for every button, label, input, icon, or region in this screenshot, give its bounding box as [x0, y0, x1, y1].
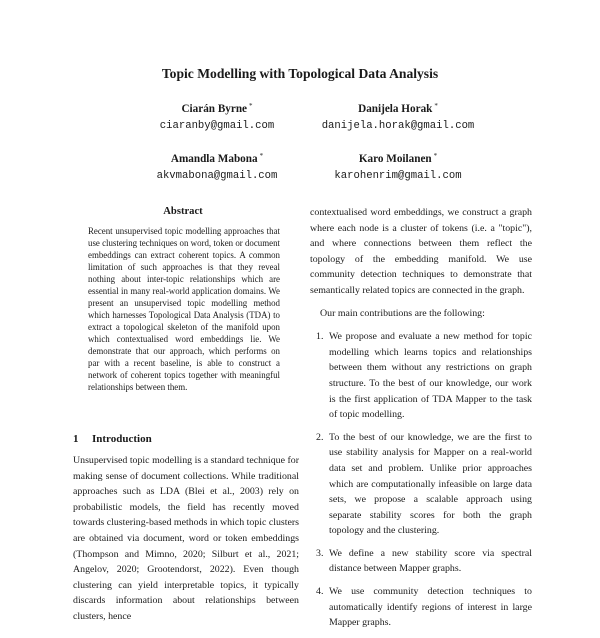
abstract-heading: Abstract	[163, 206, 203, 217]
list-item-text: We propose and evaluate a new method for topic modelling which learns topics and relationships between them without any restrictions on graph structure. To the best of our knowledge, our work is the first application of TDA Mapper to the task of topic modelling.	[329, 331, 532, 421]
author-block	[298, 149, 498, 183]
author-email[interactable]: akvmabona@gmail.com	[156, 170, 278, 182]
abstract-text: Recent unsupervised topic modelling approaches that use clustering techniques on word, token or document embeddings can extract coherent topics. A common limitation of such approaches is that they reveal nothing about inter-topic relationships which are essential in many real-world application domains. We present an unsupervised topic modelling method which harnesses Topological Data Analysis (TDA) to extract a topological skeleton of the manifold upon which contextualised word embeddings lie. We demonstrate that our approach, which performs on par with a recent baseline, is able to construct a network of coherent topics together with meaningful relationships between them.	[88, 226, 280, 392]
author-email[interactable]: danijela.horak@gmail.com	[321, 120, 475, 132]
introduction-text: Unsupervised topic modelling is a standard technique for making sense of document collections. While traditional approaches such as LDA (Blei et al., 2003) rely on probabilistic models, the field has recently moved towards clustering-based methods in which topic clusters are obtained via document, word or token embeddings (Thompson and Mimno, 2020; Silburt et al., 2021; Angelov, 2020; Grootendorst, 2022). Even though clustering can yield interpretable topics, it typically discards information about relationships between clusters, hence	[73, 455, 299, 622]
list-item	[310, 584, 532, 631]
affiliation-mark: *	[249, 102, 253, 110]
section-number: 1	[73, 433, 79, 445]
list-marker: 4.	[316, 586, 324, 598]
section-title: Introduction	[92, 433, 152, 445]
list-marker: 1.	[316, 331, 324, 343]
contributions-list	[310, 329, 532, 631]
list-item-text: To the best of our knowledge, we are the first to use stability analysis for Mapper on a real-world data set and problem. Unlike prior approaches which are computationally infeasible on large data sets, we propose a scalable approach using separate stability scores for both the graph topology and the clustering.	[329, 431, 532, 537]
author-name: Karo Moilanen *	[358, 152, 438, 165]
contributions-lead: Our main contributions are the following:	[320, 307, 485, 319]
author-name: Amandla Mabona *	[170, 152, 264, 165]
list-marker: 2.	[316, 431, 324, 443]
paper-title: Topic Modelling with Topological Data Analysis	[161, 66, 439, 81]
list-item	[310, 329, 532, 423]
affiliation-mark: *	[259, 152, 264, 160]
affiliation-mark: *	[434, 102, 438, 110]
author-email[interactable]: ciaranby@gmail.com	[159, 120, 275, 132]
list-marker: 3.	[316, 547, 324, 559]
continuation-paragraph: contextualised word embeddings, we construct a graph where each node is a cluster of tokens (i.e. a "topic"), and where connections between them reflect the topology of the embedding manifold. We use community detection techniques to demonstrate that semantically related topics are connected in the graph.	[310, 207, 532, 296]
author-name: Danijela Horak *	[358, 102, 438, 115]
list-item-text: We use community detection techniques to automatically identify regions of interest in large Mapper graphs.	[329, 586, 532, 629]
list-item	[310, 546, 532, 577]
author-name: Ciarán Byrne *	[181, 102, 253, 115]
list-item-text: We define a new stability score via spectral distance between Mapper graphs.	[329, 547, 532, 575]
right-column	[310, 205, 532, 638]
section-heading	[73, 433, 299, 445]
author-block	[117, 149, 317, 183]
author-block	[117, 99, 317, 133]
list-item	[310, 430, 532, 539]
author-email[interactable]: karohenrim@gmail.com	[334, 170, 462, 182]
affiliation-mark: *	[433, 152, 438, 160]
author-block	[298, 99, 498, 133]
